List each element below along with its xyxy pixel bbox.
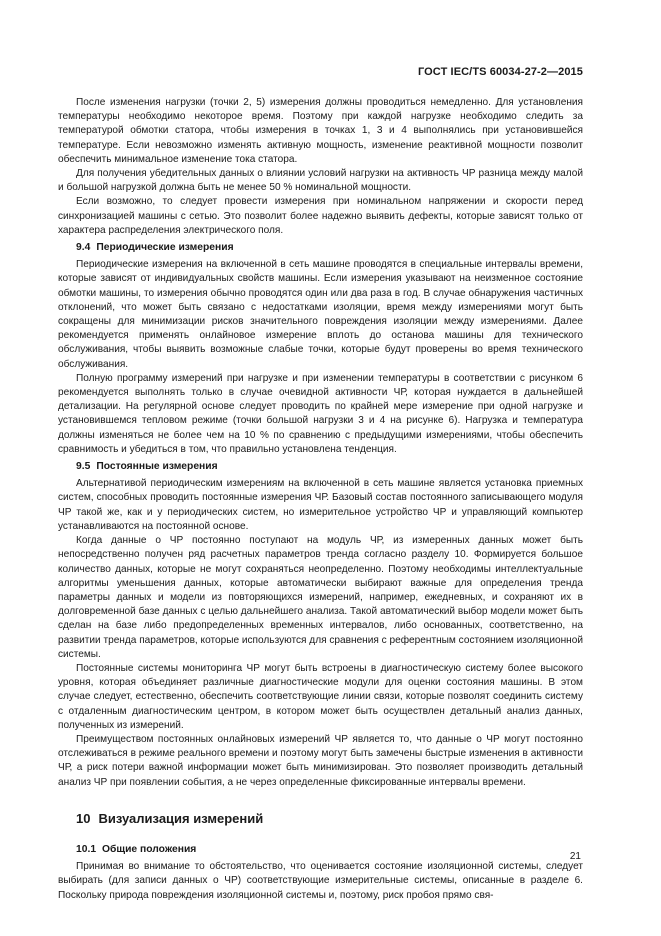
section-title: Периодические измерения <box>96 242 234 254</box>
chapter-heading-10 <box>76 812 583 826</box>
paragraph: Периодические измерения на включенной в сеть машине проводятся в специальные интервалы времени, которые зависят от индивидуальных свойств машины. Если измерения указывают на неизменное состояние обмотки машины, то измерения обычно проводятся один или два раза в год. В случае обнаружения частичных отклонений, что может быть связано с недостатками изоляции, время между измерениями могут быть сокращены для минимизации рисков значительного повреждения изоляции между измерениями. Далее рекомендуется применять онлайновое измерение вплоть до останова машины для технического обслуживания, чтобы выявить возможные слабые точки, которые будут проверены во время технического обслуживания. <box>58 259 583 370</box>
page-number: 21 <box>569 851 581 862</box>
page-content <box>58 96 583 903</box>
section-number: 10.1 <box>76 843 97 855</box>
document-header: ГОСТ IEC/TS 60034-27-2—2015 <box>417 66 583 78</box>
paragraph: После изменения нагрузки (точки 2, 5) измерения должны проводиться немедленно. Для установления температуры необходимо некоторое время. Поэтому при каждой нагрузке необходимо следить за температурой обмотки статора, чтобы измерения в точках 1, 3 и 4 выполнялись при установившейся температуре. Если невозможно изменять активную мощность, изменение реактивной мощности позволит обеспечить минимальное изменение тока статора. <box>58 97 583 165</box>
section-heading-10-1 <box>76 843 583 857</box>
section-title: Общие положения <box>102 843 197 855</box>
section-number: 9.5 <box>76 461 91 473</box>
paragraph: Полную программу измерений при нагрузке и при изменении температуры в соответствии с рисунком 6 рекомендуется выполнять только в случае очевидной активности ЧР, которая нуждается в дальнейшей детализации. На регулярной основе следует проводить по крайней мере измерение при одной нагрузке и установившемся тепловом режиме (точки большой нагрузки 3 и 4 на рисунке 6). Нагрузка и температура должны изменяться не более чем на 10 % по сравнению с предыдущими измерениями, чтобы обеспечить сравнимость и убедиться в том, что правильно установлена тенденция. <box>58 372 583 455</box>
section-number: 9.4 <box>76 242 91 254</box>
paragraph: Принимая во внимание то обстоятельство, что оценивается состояние изоляционной системы, следует выбирать (для записи данных о ЧР) соответствующие измерительные системы, описанные в разделе 6. Поскольку природа повреждения изоляционной системы и, поэтому, риск пробоя прямо свя- <box>58 861 583 901</box>
paragraph: Постоянные системы мониторинга ЧР могут быть встроены в диагностическую систему более высокого уровня, которая объединяет различные диагностические модули для оценки состояния машины. В этом случае следует, естественно, обеспечить соответствующие линии связи, которые позволят соединить систему с отдаленным диагностическим центром, в котором может быть осуществлен детальный анализ данных, полученных из измерений. <box>58 662 583 731</box>
paragraph: Для получения убедительных данных о влиянии условий нагрузки на активность ЧР разница между малой и большой нагрузкой должна быть не менее 50 % номинальной мощности. <box>58 168 583 194</box>
section-heading-9-5 <box>76 460 583 474</box>
chapter-title: Визуализация измерений <box>98 810 264 826</box>
section-title: Постоянные измерения <box>96 461 218 473</box>
paragraph: Преимуществом постоянных онлайновых измерений ЧР является то, что данные о ЧР могут постоянно отслеживаться в режиме реального времени и поэтому могут быть замечены быстрые изменения в активности ЧР, а риск потери важной информации может быть минимизирован. Это позволяет производить детальный анализ ЧР при появлении события, а не через определенные фиксированные интервалы времени. <box>58 733 583 788</box>
chapter-number: 10 <box>76 810 91 826</box>
paragraph: Альтернативой периодическим измерениям на включенной в сеть машине является установка приемных систем, способных проводить постоянные измерения ЧР. Базовый состав постоянного записывающего модуля ЧР такой же, как и у периодических систем, но измерительное устройство ЧР и управляющий компьютер устанавливаются на постоянной основе. <box>58 478 583 532</box>
paragraph: Если возможно, то следует провести измерения при номинальном напряжении и скорости перед синхронизацией машины с сетью. Это позволит более надежно выявить дефекты, которые зависят только от характера распределения электрического поля. <box>58 196 583 236</box>
section-heading-9-4 <box>76 241 583 255</box>
paragraph: Когда данные о ЧР постоянно поступают на модуль ЧР, из измеренных данных может быть непосредственно получен ряд расчетных параметров тренда согласно разделу 10. Формируется большое количество данных, которые не могут сохраняться неопределенно. Поэтому необходимы интеллектуальные алгоритмы уменьшения данных, которые автоматически выбирают важные для определения тренда параметры данных и модели из повторяющихся измерений, например, ежедневных, и сохраняют их в долговременной базе данных с целью дальнейшего анализа. Такой автоматический выбор модели может быть сделан на базе либо предопределенных временных интервалов, либо основанных, соответственно, на развитии тренда параметров, которые используются для сравнения с референтным состоянием изоляционной системы. <box>58 535 583 660</box>
